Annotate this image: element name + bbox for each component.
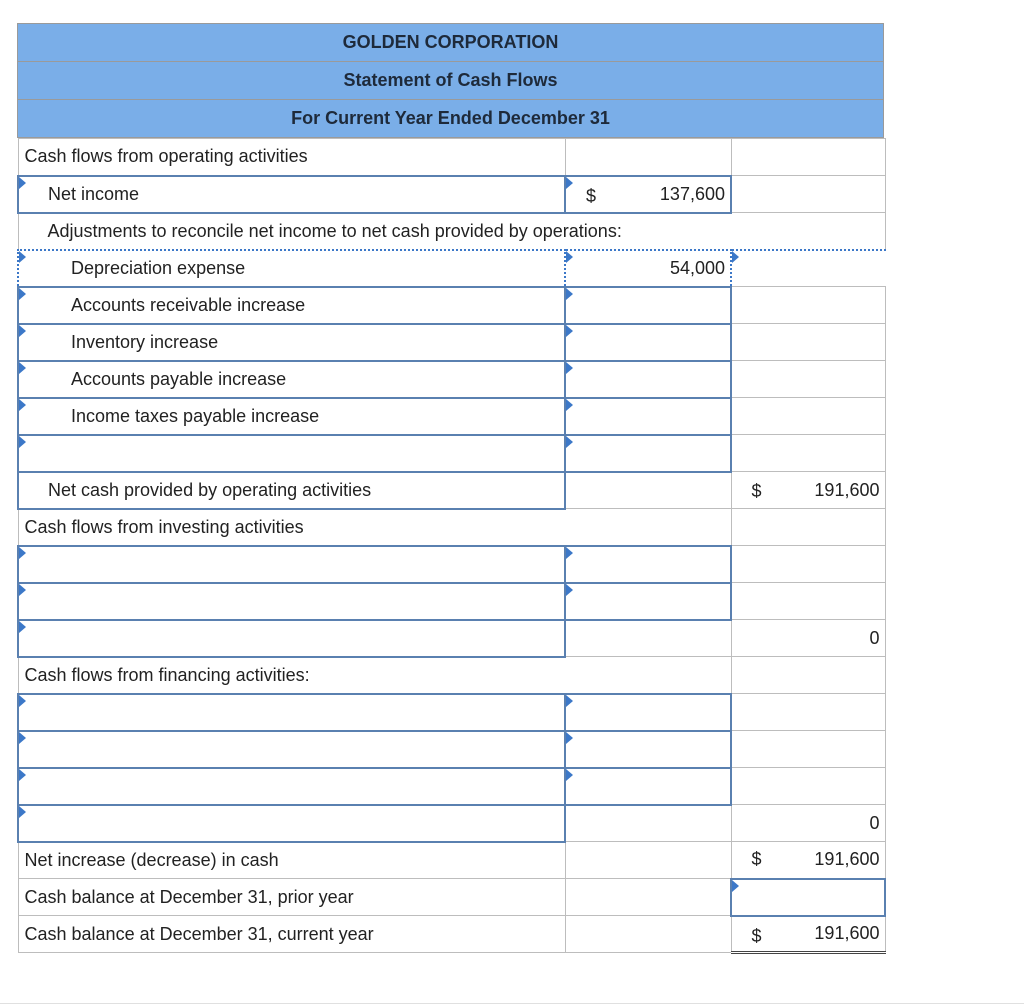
adjustment-row [18, 324, 885, 361]
current-balance-row [18, 916, 885, 953]
net-change-amount [731, 842, 885, 879]
adjustment-label-input[interactable]: Inventory increase [18, 324, 565, 361]
financing-amount-input[interactable] [565, 731, 731, 768]
financing-amount-input[interactable] [565, 768, 731, 805]
current-balance-value: 191,600 [814, 923, 880, 944]
investing-label-input[interactable] [18, 546, 565, 583]
statement-title: Statement of Cash Flows [343, 70, 558, 90]
company-name-row [17, 23, 884, 61]
prior-balance-input[interactable] [731, 879, 885, 916]
investing-heading: Cash flows from investing activities [18, 509, 731, 546]
currency-symbol: $ [751, 481, 762, 501]
adjustment-row [18, 250, 885, 287]
adjustment-amount-input[interactable] [565, 435, 731, 472]
net-change-row [18, 842, 885, 879]
investing-amount-input[interactable] [565, 583, 731, 620]
financing-heading: Cash flows from financing activities: [18, 657, 731, 694]
investing-heading-row [18, 509, 885, 546]
period-row [17, 99, 884, 138]
adjustment-amount-input[interactable] [565, 361, 731, 398]
operating-total-amount [731, 472, 885, 509]
current-balance-label: Cash balance at December 31, current year [18, 916, 565, 953]
statement-table [17, 138, 886, 954]
net-income-row [18, 176, 885, 213]
adjustment-amount-input[interactable] [565, 324, 731, 361]
statement-title-row [17, 61, 884, 99]
operating-heading: Cash flows from operating activities [18, 139, 565, 176]
net-income-label[interactable]: Net income [18, 176, 565, 213]
currency-symbol: $ [751, 849, 762, 869]
adjustment-label-input[interactable] [18, 435, 565, 472]
net-income-value: 137,600 [659, 183, 725, 204]
adjustment-label-input[interactable]: Accounts payable increase [18, 361, 565, 398]
financing-label-input[interactable] [18, 731, 565, 768]
investing-total-row [18, 620, 885, 657]
adjustment-row [18, 398, 885, 435]
adjustment-row [18, 361, 885, 398]
operating-total-row [18, 472, 885, 509]
currency-symbol: $ [751, 925, 762, 946]
currency-symbol: $ [586, 185, 597, 206]
investing-label-input[interactable] [18, 583, 565, 620]
adjustments-label: Adjustments to reconcile net income to net cash provided by operations: [18, 213, 731, 250]
financing-label-input[interactable] [18, 768, 565, 805]
prior-balance-label: Cash balance at December 31, prior year [18, 879, 565, 916]
cash-flow-statement [17, 23, 884, 954]
period-label: For Current Year Ended December 31 [291, 108, 610, 128]
net-change-value: 191,600 [814, 849, 880, 870]
adjustment-amount-input[interactable]: 54,000 [565, 250, 731, 287]
financing-total-value: 0 [731, 805, 885, 842]
adjustment-label-input[interactable]: Depreciation expense [18, 250, 565, 287]
investing-total-label-input[interactable] [18, 620, 565, 657]
financing-label-input[interactable] [18, 694, 565, 731]
investing-total-value: 0 [731, 620, 885, 657]
adjustment-label-input[interactable]: Income taxes payable increase [18, 398, 565, 435]
operating-total-value: 191,600 [814, 479, 880, 500]
adjustment-amount-input[interactable] [565, 287, 731, 324]
adjustment-amount-input[interactable] [565, 398, 731, 435]
financing-amount-input[interactable] [565, 694, 731, 731]
prior-balance-row [18, 879, 885, 916]
financing-total-row [18, 805, 885, 842]
net-income-amount[interactable] [565, 176, 731, 213]
investing-amount-input[interactable] [565, 546, 731, 583]
current-balance-amount [731, 916, 885, 953]
operating-total-label: Net cash provided by operating activities [18, 472, 565, 509]
adjustment-row [18, 435, 885, 472]
investing-row [18, 583, 885, 620]
financing-total-label-input[interactable] [18, 805, 565, 842]
adjustment-row [18, 287, 885, 324]
investing-row [18, 546, 885, 583]
adjustment-label-input[interactable]: Accounts receivable increase [18, 287, 565, 324]
adjustments-row [18, 213, 885, 250]
net-change-label: Net increase (decrease) in cash [18, 842, 565, 879]
financing-row [18, 694, 885, 731]
operating-heading-row [18, 139, 885, 176]
financing-row [18, 768, 885, 805]
financing-row [18, 731, 885, 768]
page-divider [0, 1003, 1024, 1004]
company-name: GOLDEN CORPORATION [342, 32, 559, 52]
financing-heading-row [18, 657, 885, 694]
